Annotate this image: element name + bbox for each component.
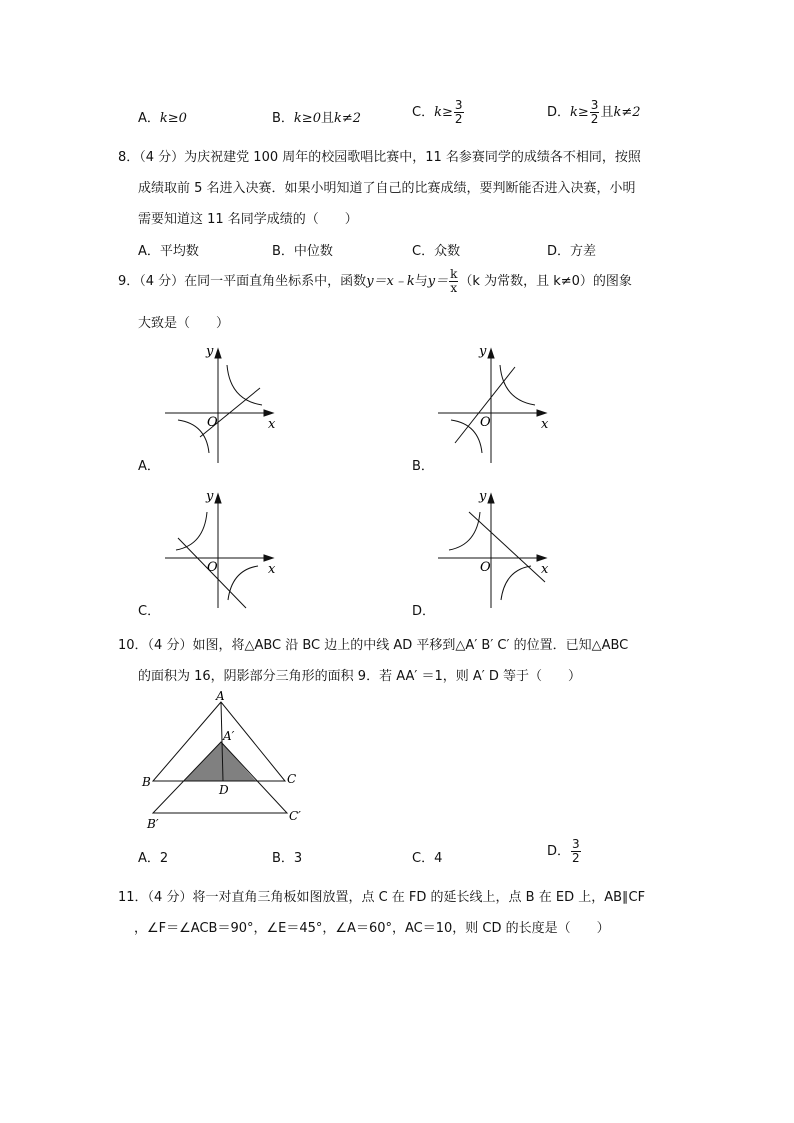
y-label: y [479, 345, 487, 359]
hyperbola-branch-lower [501, 566, 531, 600]
q7-option-d[interactable]: D．k≥ $\frac{3}{2}$ 且k≠2 [547, 98, 641, 126]
q11-stem-line-1: 11．（4 分）将一对直角三角板如图放置，点 C 在 FD 的延长线上，点 B 在 ED 上，AB∥CF [118, 890, 646, 905]
line-graph [455, 367, 515, 443]
origin-label: O [480, 560, 491, 575]
x-label: x [541, 562, 549, 577]
x-axis-arrow-icon [537, 410, 546, 416]
q8-option-b[interactable]: B．中位数 [272, 244, 333, 259]
y-axis-arrow-icon [488, 494, 494, 503]
y-label: y [479, 490, 487, 504]
x-label: x [268, 562, 276, 577]
q9-stem-line-1: 9．（4 分）在同一平面直角坐标系中，函数y＝x﹣k与y＝ $\frac{k}{x}$ （k 为常数，且 k≠0）的图象 [118, 267, 632, 295]
y-label: y [206, 345, 214, 359]
q10-option-a[interactable]: A．2 [138, 851, 169, 866]
q7-option-b[interactable]: B．k≥0且k≠2 [272, 111, 362, 126]
q8-option-d[interactable]: D．方差 [547, 244, 597, 259]
graph-option-c[interactable] [160, 490, 280, 612]
origin-label: O [480, 415, 491, 430]
y-axis-arrow-icon [215, 494, 221, 503]
q11-stem-line-2: ，∠F＝∠ACB＝90°，∠E＝45°，∠A＝60°，AC＝10，则 CD 的长度是（ ） [134, 921, 610, 936]
q7-option-c[interactable]: C．k≥ $\frac{3}{2}$ [412, 98, 463, 126]
x-label: x [541, 417, 549, 432]
origin-label: O [207, 415, 218, 430]
hyperbola-branch-lower [178, 420, 209, 453]
q8-option-c[interactable]: C．众数 [412, 244, 461, 259]
q8-option-a[interactable]: A．平均数 [138, 244, 199, 259]
q10-stem-line-2: 的面积为 16，阴影部分三角形的面积 9．若 AA′ ＝1，则 A′ D 等于（ ） [138, 669, 581, 684]
q8-stem-line-2: 成绩取前 5 名进入决赛．如果小明知道了自己的比赛成绩，要判断能否进入决赛，小明 [138, 181, 636, 196]
hyperbola-branch-upper [176, 512, 207, 550]
q10-option-b[interactable]: B．3 [272, 851, 303, 866]
label-a: A [216, 690, 225, 703]
shaded-triangle [184, 742, 256, 781]
x-axis-arrow-icon [537, 555, 546, 561]
y-axis-arrow-icon [488, 349, 494, 358]
label-c-prime: C′ [289, 809, 301, 823]
q9-option-c[interactable]: C． [138, 604, 161, 619]
label-b-prime: B′ [147, 817, 159, 831]
q9-option-b[interactable]: B． [412, 459, 434, 474]
label-c: C [287, 772, 297, 786]
hyperbola-branch-lower [228, 566, 258, 600]
origin-label: O [207, 560, 218, 575]
q10-option-d[interactable]: D． $\frac{3}{2}$ [547, 837, 580, 865]
hyperbola-branch-lower [451, 420, 482, 453]
label-a-prime: A′ [223, 729, 235, 743]
hyperbola-branch-upper [500, 365, 535, 405]
hyperbola-branch-upper [227, 365, 262, 405]
fraction-3-2: $\frac{3}{2}$ [572, 837, 580, 865]
label-d: D [219, 783, 229, 797]
graph-option-d[interactable] [433, 490, 553, 612]
q10-option-c[interactable]: C．4 [412, 851, 443, 866]
label-b: B [142, 775, 151, 789]
fraction-k-over-x: $\frac{k}{x}$ [450, 267, 458, 295]
q8-stem-line-1: 8．（4 分）为庆祝建党 100 周年的校园歌唱比赛中，11 名参赛同学的成绩各不相同，按照 [118, 150, 641, 165]
x-label: x [268, 417, 276, 432]
x-axis-arrow-icon [264, 555, 273, 561]
y-axis-arrow-icon [215, 349, 221, 358]
q9-option-a[interactable]: A． [138, 459, 160, 474]
q10-stem-line-1: 10．（4 分）如图，将△ABC 沿 BC 边上的中线 AD 平移到△A′ B′ C′ 的位置．已知△ABC [118, 638, 629, 653]
q8-stem-line-3: 需要知道这 11 名同学成绩的（ ） [138, 212, 358, 227]
q7-option-a[interactable]: A．k≥0 [138, 111, 187, 126]
q9-stem-line-2: 大致是（ ） [138, 316, 230, 331]
q9-option-d[interactable]: D． [412, 604, 436, 619]
x-axis-arrow-icon [264, 410, 273, 416]
triangle-translation-figure [135, 690, 315, 835]
fraction-3-2: $\frac{3}{2}$ [590, 98, 599, 126]
graph-option-a[interactable] [160, 345, 280, 467]
fraction-3-2: $\frac{3}{2}$ [454, 98, 463, 126]
graph-option-b[interactable] [433, 345, 553, 467]
y-label: y [206, 490, 214, 504]
